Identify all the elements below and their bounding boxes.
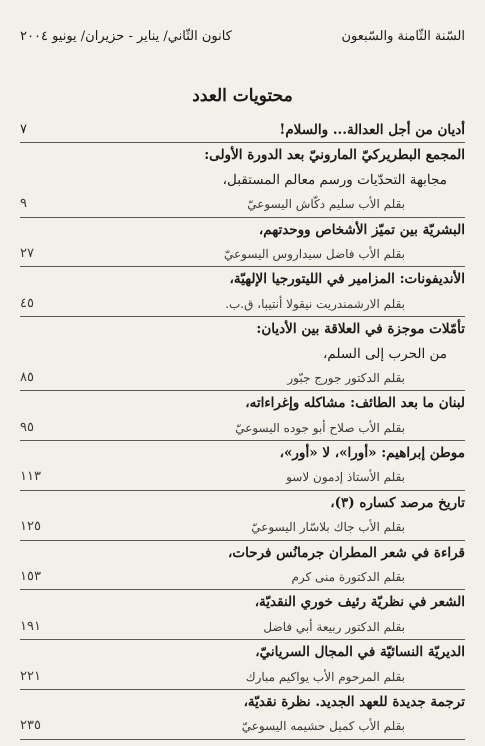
header-volume: السّنة الثّامنة والسّبعون: [341, 28, 465, 44]
toc-author: بقلم الأب كميل حشيمه اليسوعيّ: [241, 719, 405, 734]
toc-author-line: [20, 292, 465, 317]
toc-entry-title: الديريّة النسائيّة في المجال السريانيّ،: [255, 644, 465, 661]
toc-entry-line: [20, 143, 465, 167]
toc-page-number: ٧: [20, 122, 27, 137]
toc-author-line: [20, 416, 465, 441]
toc-entry-title: البشريّة بين تميّز الأشخاص ووحدتهم،: [258, 221, 465, 238]
toc-page-number: ٩: [20, 196, 27, 212]
toc-author-line: [20, 714, 465, 739]
toc-page-number: ١٩١: [20, 618, 41, 634]
toc-author-line: [20, 665, 465, 690]
toc-page-number: ٤٥: [20, 295, 34, 311]
toc-entry-line: [20, 317, 465, 341]
toc-author-line: [20, 465, 465, 490]
running-header: [20, 26, 465, 46]
toc-page-number: ٢٧: [20, 245, 34, 261]
toc-author: بقلم الأب فاضل سيداروس اليسوعيّ: [224, 246, 405, 261]
document-page: [20, 0, 465, 746]
toc-page-number: ٩٥: [20, 419, 34, 435]
toc-entry-line: [20, 267, 465, 291]
toc-entry-title: الأنديفونات: المزامير في الليتورجيا الإلهيّة،: [229, 271, 465, 288]
toc-entry-line: [20, 640, 465, 664]
toc-author-line: [20, 515, 465, 540]
toc-author-line: [20, 565, 465, 590]
toc-author: بقلم الدكتور ربيعة أبي فاضل: [263, 619, 405, 634]
header-date: كانون الثّاني/ يناير - حزيران/ يونيو ٢٠٠٤: [20, 28, 232, 44]
toc-entry-title: أديان من أجل العدالة... والسلام!: [279, 122, 465, 138]
toc-author-line: [20, 615, 465, 640]
toc-page-number: ٢٢١: [20, 668, 41, 684]
toc-page-number: ١٥٣: [20, 569, 41, 585]
toc-entry-title: الشعر في نظريّة رئيف خوري النقديّة،: [254, 594, 465, 611]
toc-entry-line: [20, 441, 465, 465]
toc-author: بقلم الدكتورة منى كرم: [291, 570, 405, 585]
toc-entry-title: مجابهة التحدّيات ورسم معالم المستقبل،: [222, 171, 447, 188]
toc-entry-line: [20, 218, 465, 242]
toc-entry-line: [20, 590, 465, 614]
toc-entry-line: [20, 391, 465, 415]
toc-entry-title: من الحرب إلى السلم،: [323, 345, 447, 362]
toc-author: بقلم الأب جاك بلاسّار اليسوعيّ: [251, 520, 405, 535]
toc-entry-line: [20, 541, 465, 565]
toc-entry-title: ترجمة جديدة للعهد الجديد. نظرة نقديّة،: [243, 693, 465, 710]
toc-entry-line: [20, 690, 465, 714]
toc-entry-title: قراءة في شعر المطران جرمانُس فرحات،: [228, 544, 465, 561]
toc-page-number: ١١٣: [20, 469, 41, 485]
toc-author: بقلم الأب صلاح أبو جوده اليسوعيّ: [235, 420, 405, 435]
toc-entry-line: [20, 168, 465, 192]
toc-entry-title: تاريخ مرصد كساره (٣)،: [330, 494, 465, 511]
toc-author: بقلم الأب سليم دكّاش اليسوعيّ: [247, 197, 405, 212]
toc-entry-line: [20, 491, 465, 515]
toc-author-line: [20, 242, 465, 267]
toc-page-number: ٢٣٥: [20, 718, 41, 734]
toc-author-line: [20, 366, 465, 391]
table-of-contents: [20, 118, 465, 740]
toc-page-number: ٨٥: [20, 369, 34, 385]
toc-entry-title: تأمّلات موجزة في العلاقة بين الأديان:: [256, 321, 465, 338]
toc-author: بقلم المرحوم الأب يواكيم مبارك: [245, 669, 405, 684]
toc-author: بقلم الأستاذ إدمون لاسو: [286, 470, 405, 485]
toc-entry-title: لبنان ما بعد الطائف: مشاكله وإغراءاته،: [245, 395, 465, 412]
toc-entry-line: [20, 342, 465, 366]
toc-author-line: [20, 192, 465, 217]
toc-author: بقلم الدكتور جورج جبّور: [287, 370, 405, 385]
page-title: محتويات العدد: [192, 86, 293, 106]
toc-author: بقلم الارشمندريت نيقولا أنتيبا، ق.ب.: [225, 296, 405, 311]
toc-page-number: ١٢٥: [20, 519, 41, 535]
toc-entry-title: المجمع البطريركيّ المارونيّ بعد الدورة الأولى:: [204, 147, 465, 164]
toc-entry-line: [20, 118, 465, 143]
toc-entry-title: موطن إبراهيم: «أورا»، لا «أور»،: [279, 445, 465, 462]
